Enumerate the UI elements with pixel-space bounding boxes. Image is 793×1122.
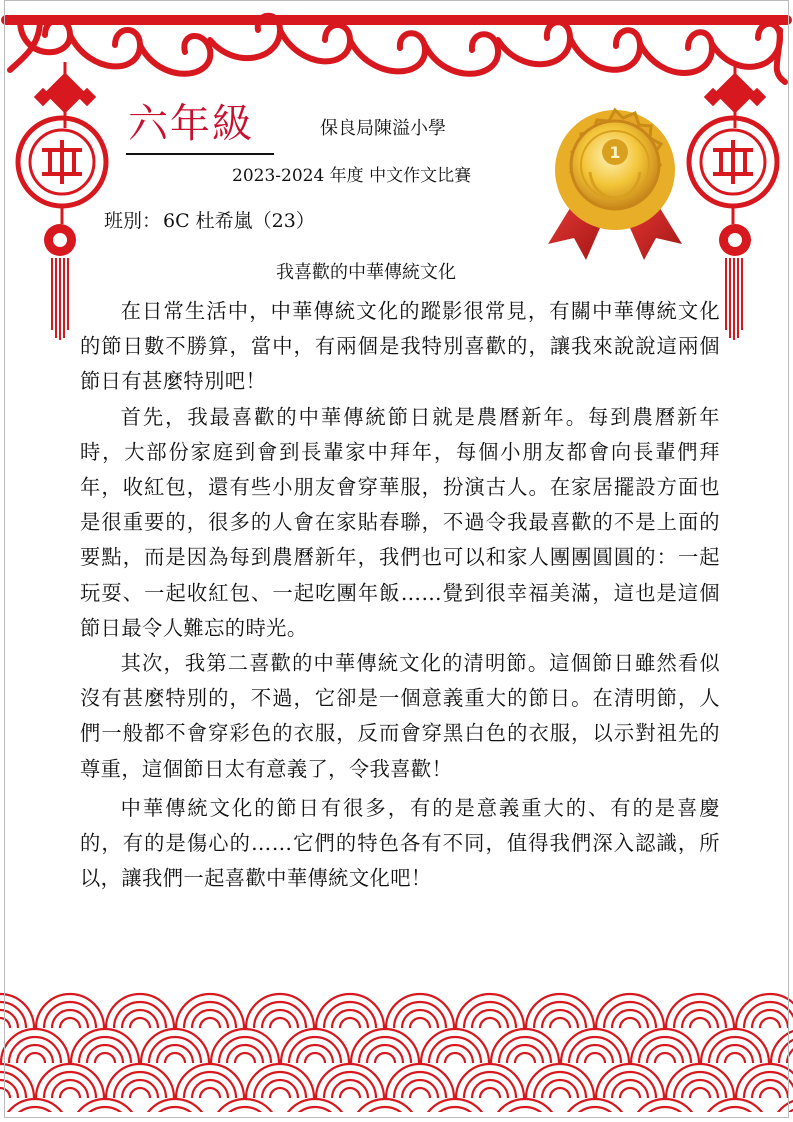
top-cloud-border	[6, 16, 787, 82]
student-info	[104, 206, 317, 233]
essay-body	[80, 294, 720, 896]
school-name: 保良局陳溢小學	[320, 118, 446, 139]
essay-paragraph: 在日常生活中，中華傳統文化的蹤影很常見，有關中華傳統文化的節日數不勝算，當中，有兩個是我特別喜歡的，讓我來說說這兩個節日有甚麼特別吧！	[80, 299, 720, 394]
grade-title: 六年級	[128, 101, 254, 147]
contest-title: 2023-2024 年度 中文作文比賽	[232, 166, 472, 186]
medal-number: 1	[609, 143, 621, 162]
bottom-wave-border	[0, 994, 793, 1122]
essay-paragraph: 首先，我最喜歡的中華傳統節日就是農曆新年。每到農曆新年時，大部份家庭到會到長輩家中拜年，每個小朋友都會向長輩們拜年，收紅包，還有些小朋友會穿華服，扮演古人。在家居擺設方面也是很重要的，很多的人會在家貼春聯，不過令我最喜歡的不是上面的要點，而是因為每到農曆新年，我們也可以和家人團團圓圓的：一起玩耍、一起收紅包、一起吃團年飯……覺到很幸福美滿，這也是這個節日最令人難忘的時光。	[80, 404, 720, 640]
essay-paragraph: 其次，我第二喜歡的中華傳統文化的清明節。這個節日雖然看似沒有甚麼特別的，不過，它卻是一個意義重大的節日。在清明節，人們一般都不會穿彩色的衣服，反而會穿黑白色的衣服，以示對祖先的尊重，這個節日太有意義了，令我喜歡！	[80, 651, 720, 781]
gold-medal-icon	[548, 110, 682, 260]
class-value: 6C 杜希嵐（23）	[163, 210, 315, 232]
grade-underline	[126, 153, 274, 155]
class-label: 班別：	[104, 210, 162, 232]
essay-paragraph: 中華傳統文化的節日有很多，有的是意義重大的、有的是喜慶的，有的是傷心的……它們的特色各有不同，值得我們深入認識，所以，讓我們一起喜歡中華傳統文化吧！	[80, 795, 720, 891]
essay-title: 我喜歡的中華傳統文化	[276, 262, 456, 283]
